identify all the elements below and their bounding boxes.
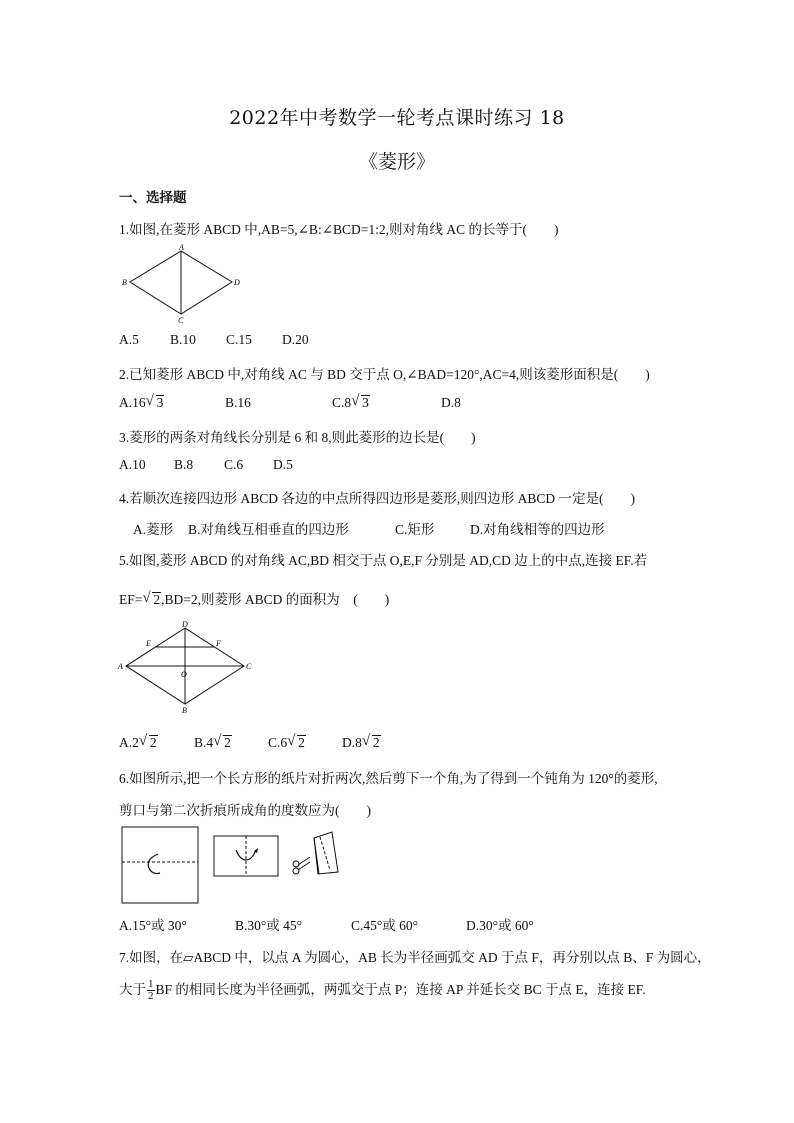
page-title: 2022年中考数学一轮考点课时练习 18 [229,107,565,129]
label-e: E [146,639,151,648]
question-6-folding-figure [118,824,358,906]
label-b: B [182,706,187,714]
question-2-text: 2.已知菱形 ABCD 中,对角线 AC 与 BD 交于点 O,∠BAD=120°,AC=4,则该菱形面积是( ) [119,367,650,382]
option-a: A.5 [119,332,139,347]
option-c: C.45°或 60° [351,918,419,933]
question-3-options [119,457,293,473]
question-4-options [133,518,605,538]
question-5-options [119,735,381,751]
label-d: D [182,620,188,629]
option-a: A.10 [119,457,146,472]
question-5-text-line2: EF=√ 2,BD=2,则菱形 ABCD 的面积为 ( ) [119,588,389,608]
option-c: C.6 [224,457,244,472]
option-a: A.菱形 [133,522,174,537]
option-a: A.15°或 30° [119,918,187,933]
option-d: D.对角线相等的四边形 [470,522,605,537]
option-b: B.对角线互相垂直的四边形 [188,522,349,537]
question-7-text-line2: 大于 $\frac{1}{2}$ BF 的相同长度为半径画弧，两弧交于点 P；连接 AP 并延长交 BC 于点 E，连接 EF. [119,978,646,1003]
label-a: A [118,662,123,671]
label-d: D [234,278,240,287]
question-1-rhombus-figure [118,243,248,325]
option-b: B.10 [170,332,196,347]
question-1-options [119,332,309,348]
option-d: D.30°或 60° [466,918,534,933]
option-c: C.15 [226,332,252,347]
section-heading: 一、选择题 [119,190,187,206]
option-b: B.30°或 45° [235,918,303,933]
option-b: B.16 [225,395,251,410]
option-a: A.16√ 3 [119,395,225,411]
question-1-text: 1.如图,在菱形 ABCD 中,AB=5,∠B:∠BCD=1:2,则对角线 AC 的长等于( ) [119,222,559,237]
question-5-rhombus-figure [116,620,256,714]
question-6-text-line2: 剪口与第二次折痕所成角的度数应为( ) [119,803,371,818]
label-c: C [246,662,252,671]
question-4-text: 4.若顺次连接四边形 ABCD 各边的中点所得四边形是菱形,则四边形 ABCD 一定是( ) [119,491,636,506]
option-c: C.8√ 3 [332,395,441,411]
page-subtitle: 《菱形》 [358,151,435,173]
label-a: A [179,243,184,252]
option-c: C.矩形 [395,522,435,537]
option-a: A.2√ 2 [119,735,194,751]
question-7-text-line1: 7.如图，在▱ABCD 中，以点 A 为圆心，AB 长为半径画弧交 AD 于点 F，再分别以点 B、F 为圆心， [119,950,711,965]
option-b: B.4√ 2 [194,735,268,751]
option-b: B.8 [174,457,194,472]
option-d: D.8√ 2 [342,735,381,751]
question-3-text: 3.菱形的两条对角线长分别是 6 和 8,则此菱形的边长是( ) [119,430,476,445]
label-c: C [178,316,184,325]
label-f: F [216,639,221,648]
label-o: O [181,670,187,679]
fraction-one-half: $\frac{1}{2}$ [148,978,154,1003]
label-b: B [122,278,127,287]
option-c: C.6√ 2 [268,735,342,751]
option-d: D.8 [441,395,461,410]
option-d: D.20 [282,332,309,347]
question-6-text-line1: 6.如图所示,把一个长方形的纸片对折两次,然后剪下一个角,为了得到一个钝角为 120°的菱形, [119,771,658,786]
question-5-text-line1: 5.如图,菱形 ABCD 的对角线 AC,BD 相交于点 O,E,F 分别是 AD,CD 边上的中点,连接 EF.若 [119,553,648,568]
question-6-options [119,914,534,934]
question-2-options [119,395,461,411]
option-d: D.5 [273,457,293,472]
